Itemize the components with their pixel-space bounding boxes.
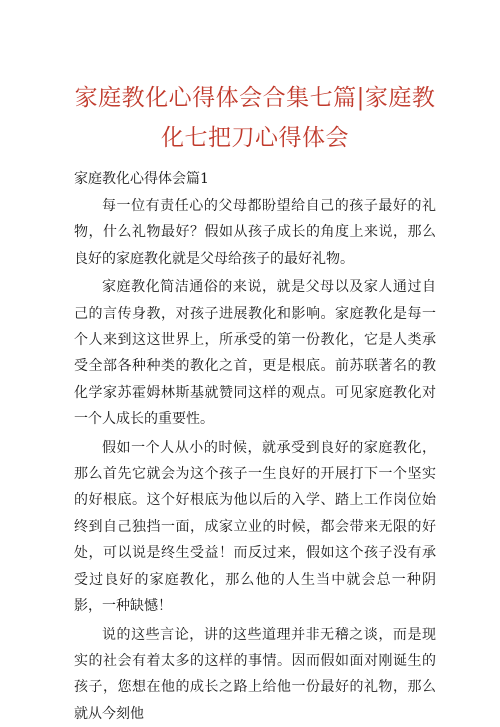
document-title: 家庭教化心得体会合集七篇|家庭教化七把刀心得体会 bbox=[74, 78, 436, 158]
paragraph-3: 假如一个人从小的时候，就承受到良好的家庭教化，那么首先它就会为这个孩子一生良好的开展打下一个坚实的好根底。这个好根底为他以后的入学、踏上工作岗位始终到自己独挡一面，成家立业的时候，都会带来无限的好处，可以说是终生受益！而反过来，假如这个孩子没有承受过良好的家庭教化，那么他的人生当中就会总一种阴影，一种缺憾！ bbox=[74, 435, 436, 620]
paragraph-1: 每一位有责任心的父母都盼望给自己的孩子最好的礼物，什么礼物最好？假如从孩子成长的角度上来说，那么良好的家庭教化就是父母给孩子的最好礼物。 bbox=[74, 193, 436, 272]
paragraph-4: 说的这些言论，讲的这些道理并非无稽之谈，而是现实的社会有着太多的这样的事情。因而假如面对刚诞生的孩子，您想在他的成长之路上给他一份最好的礼物，那么就从今刻他 bbox=[74, 622, 436, 727]
section-heading: 家庭教化心得体会篇1 bbox=[74, 168, 436, 190]
paragraph-2: 家庭教化简洁通俗的来说，就是父母以及家人通过自己的言传身教，对孩子进展教化和影响。家庭教化是每一个人来到这这世界上，所承受的第一份教化，它是人类承受全部各种种类的教化之首，更是根底。前苏联著名的教化学家苏霍姆林斯基就赞同这样的观点。可见家庭教化对一个人成长的重要性。 bbox=[74, 274, 436, 432]
